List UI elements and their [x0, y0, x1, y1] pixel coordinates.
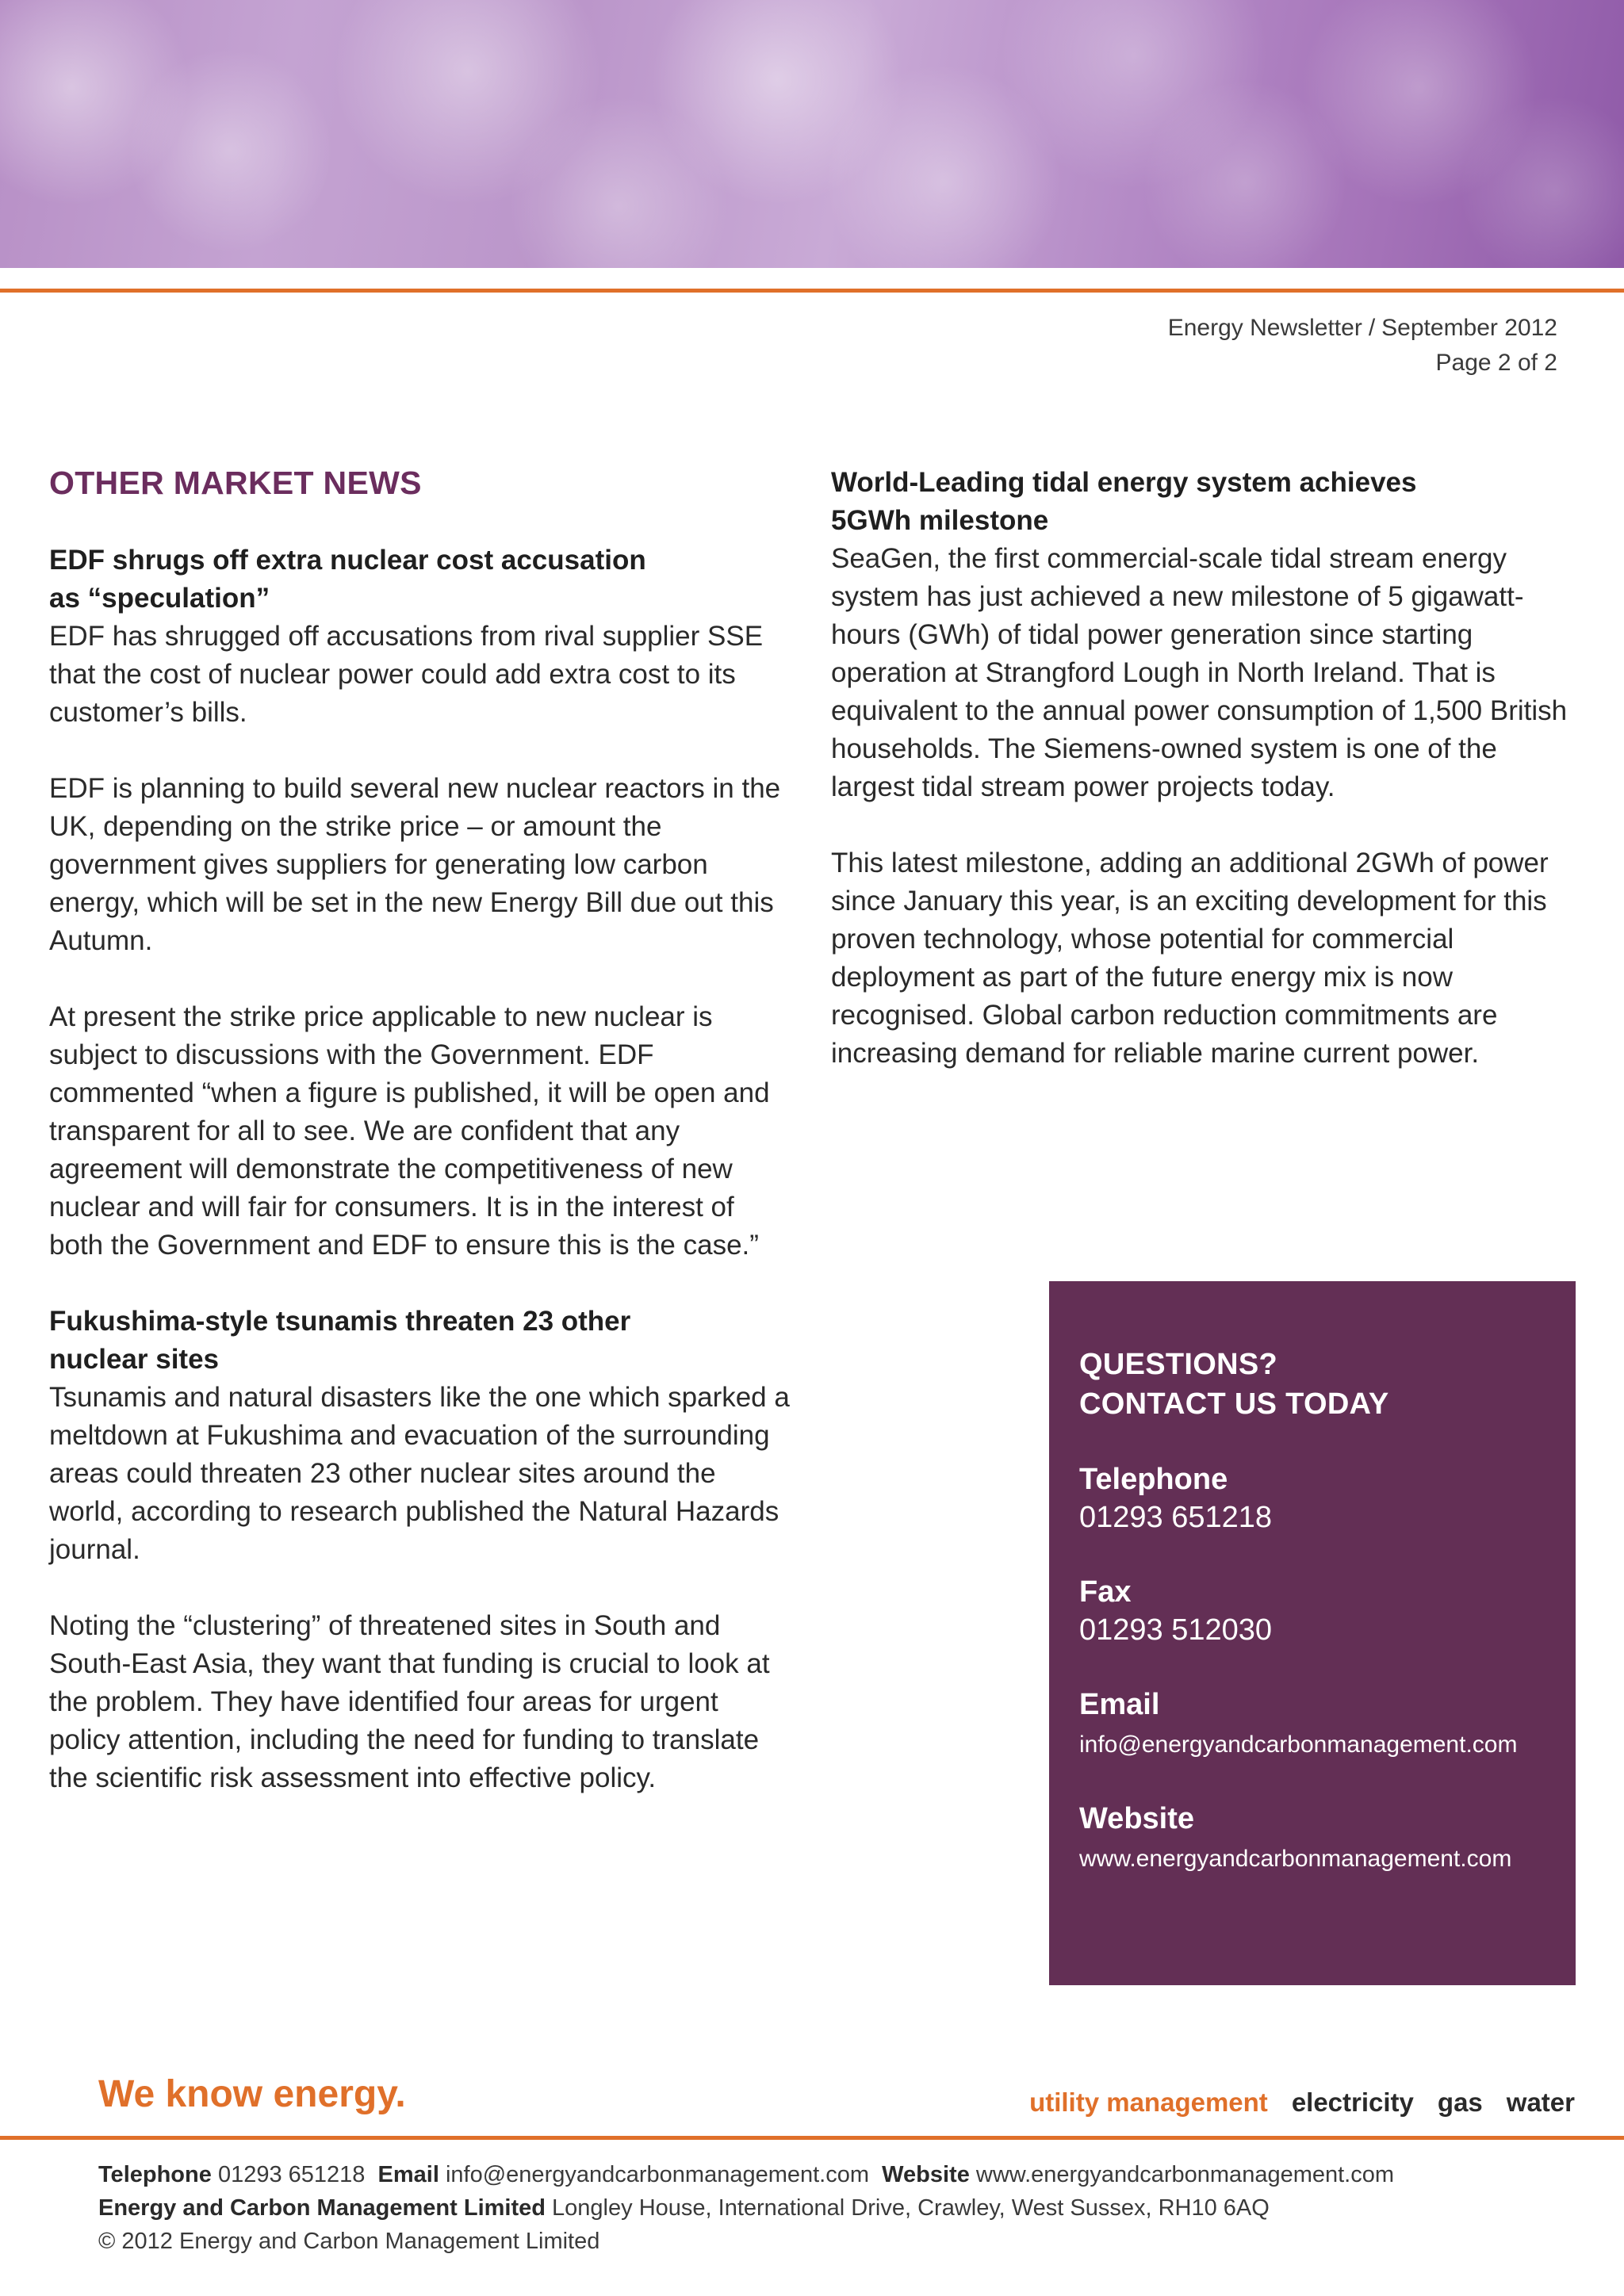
- footer-email-label: Email: [377, 2162, 439, 2187]
- footer-address-line: [98, 2191, 1394, 2225]
- service-electricity: electricity: [1291, 2087, 1414, 2117]
- contact-heading-line: QUESTIONS?: [1079, 1348, 1278, 1381]
- service-water: water: [1506, 2087, 1575, 2117]
- issue-line: [1168, 311, 1557, 346]
- article-paragraph: EDF has shrugged off accusations from rival supplier SSE that the cost of nuclear power could add extra cost to its customer’s bills.: [49, 621, 764, 728]
- contact-heading: [1079, 1345, 1545, 1424]
- services-list: [1029, 2085, 1575, 2120]
- meta-separator: /: [1368, 315, 1376, 341]
- telephone-number[interactable]: 01293 651218: [1079, 1501, 1273, 1534]
- service-utility-management: utility management: [1029, 2087, 1268, 2117]
- left-column: [49, 464, 795, 1835]
- headline-line: Fukushima-style tsunamis threaten 23 other: [49, 1306, 631, 1337]
- article-paragraph: Noting the “clustering” of threatened sites in South and South-East Asia, they want that funding is crucial to look at the problem. They have identified four areas for urgent policy attention, including the need for funding to translate the scientific risk assessment into effective policy.: [49, 1610, 770, 1793]
- article-edf: [49, 541, 795, 1265]
- footer-website[interactable]: www.energyandcarbonmanagement.com: [975, 2162, 1395, 2187]
- footer-contact-line: [98, 2158, 1394, 2191]
- email-link[interactable]: info@energyandcarbonmanagement.com: [1079, 1732, 1518, 1758]
- issue-date: September 2012: [1381, 315, 1557, 341]
- headline-line: World-Leading tidal energy system achieves: [831, 467, 1417, 498]
- footer-telephone-label: Telephone: [98, 2162, 212, 2187]
- footer-website-label: Website: [882, 2162, 970, 2187]
- telephone-label: Telephone: [1079, 1463, 1228, 1496]
- header-banner-image: [0, 0, 1624, 268]
- contact-box: [1049, 1281, 1576, 1985]
- newsletter-meta: [1168, 311, 1557, 381]
- website-label: Website: [1079, 1802, 1195, 1835]
- publication-name: Energy Newsletter: [1167, 315, 1362, 341]
- article-paragraph: EDF is planning to build several new nuclear reactors in the UK, depending on the strike price – or amount the government gives suppliers for generating low carbon energy, which will be set in the new Energy Bill due out this Autumn.: [49, 773, 781, 956]
- article-tidal: [831, 464, 1576, 1073]
- article-paragraph: At present the strike price applicable to new nuclear is subject to discussions with the Government. EDF commented “when a figure is published, it will be open and transparent for all to see. We are confident that any agreement will demonstrate the competitiveness of new nuclear and will fair for consumers. It is in the interest of both the Government and EDF to ensure this is the case.”: [49, 1001, 770, 1261]
- article-paragraph: Tsunamis and natural disasters like the one which sparked a meltdown at Fukushima and evacuation of the surrounding areas could threaten 23 other nuclear sites around the world, according to research published the Natural Hazards journal.: [49, 1382, 790, 1565]
- footer-copyright: © 2012 Energy and Carbon Management Limited: [98, 2229, 600, 2254]
- fax-number: 01293 512030: [1079, 1613, 1273, 1647]
- footer-email[interactable]: info@energyandcarbonmanagement.com: [445, 2162, 870, 2187]
- article-paragraph: SeaGen, the first commercial-scale tidal stream energy system has just achieved a new milestone of 5 gigawatt-hours (GWh) of tidal power generation since starting operation at Strangford Lough in North Ireland. That is equivalent to the annual power consumption of 1,500 British households. The Siemens-owned system is one of the largest tidal stream power projects today.: [831, 543, 1568, 802]
- article-paragraph: This latest milestone, adding an additional 2GWh of power since January this year, is an exciting development for this proven technology, whose potential for commercial deployment as part of the future energy mix is now recognised. Global carbon reduction commitments are increasing demand for reliable marine current power.: [831, 848, 1549, 1069]
- headline-line: EDF shrugs off extra nuclear cost accusation: [49, 545, 646, 576]
- fax-label: Fax: [1079, 1575, 1132, 1609]
- article-headline: [49, 541, 795, 618]
- contact-heading-line: CONTACT US TODAY: [1079, 1387, 1389, 1421]
- article-headline: [49, 1303, 795, 1379]
- article-fukushima: [49, 1303, 795, 1797]
- footer-divider: [0, 2136, 1624, 2140]
- headline-line: nuclear sites: [49, 1344, 219, 1375]
- footer-contact-details: [98, 2158, 1394, 2258]
- header-divider: [0, 289, 1624, 293]
- tagline: We know energy.: [98, 2073, 406, 2115]
- website-link[interactable]: www.energyandcarbonmanagement.com: [1079, 1846, 1512, 1872]
- headline-line: as “speculation”: [49, 583, 270, 614]
- article-headline: [831, 464, 1576, 540]
- footer-address: Longley House, International Drive, Crawley, West Sussex, RH10 6AQ: [552, 2195, 1270, 2221]
- email-label: Email: [1079, 1688, 1160, 1721]
- page-number: Page 2 of 2: [1435, 350, 1557, 376]
- service-gas: gas: [1437, 2087, 1483, 2117]
- headline-line: 5GWh milestone: [831, 505, 1049, 536]
- section-title: OTHER MARKET NEWS: [49, 465, 422, 501]
- footer-telephone[interactable]: 01293 651218: [217, 2162, 366, 2187]
- right-column: [831, 464, 1576, 1111]
- footer-company-name: Energy and Carbon Management Limited: [98, 2195, 546, 2221]
